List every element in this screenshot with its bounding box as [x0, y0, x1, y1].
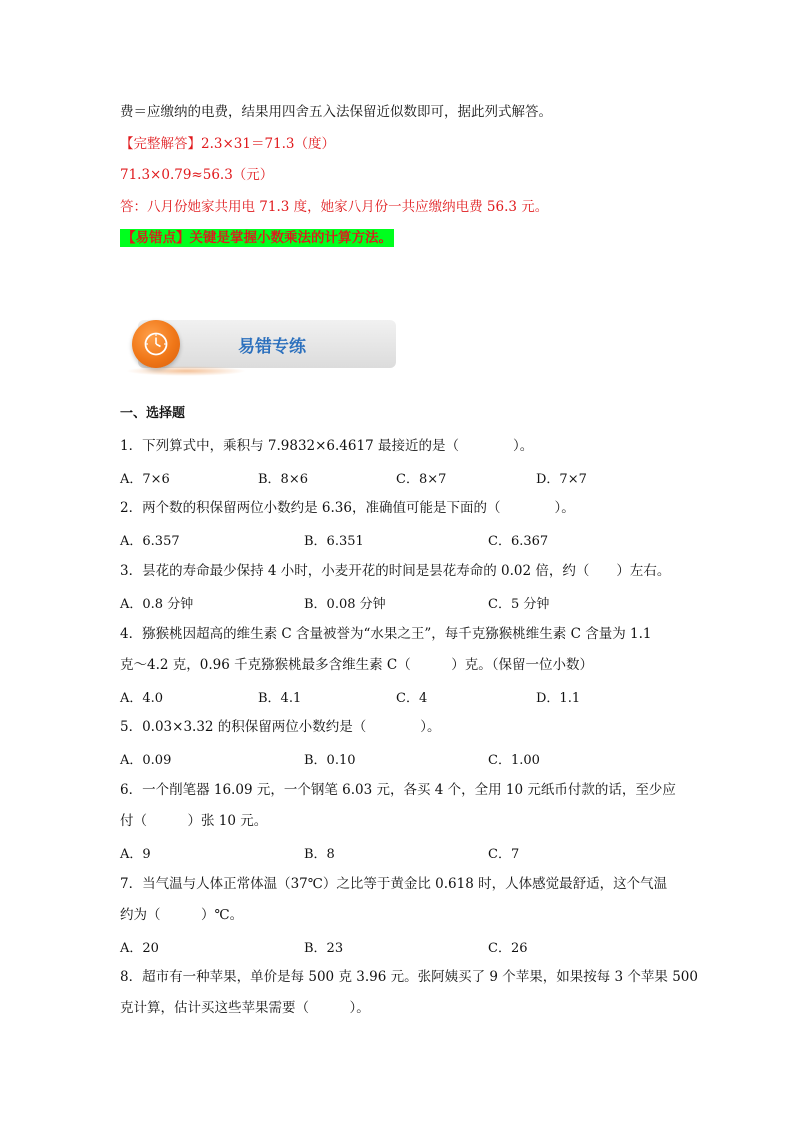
q7-option-b[interactable]: B．23: [304, 941, 344, 956]
question-6: 6．一个削笔器 16.09 元，一个钢笔 6.03 元，各买 4 个，全用 10 元纸币付款的话，至少应: [120, 782, 676, 798]
q6-option-b[interactable]: B．8: [304, 847, 335, 862]
q4-option-c[interactable]: C．4: [396, 691, 428, 706]
q1-option-c[interactable]: C．8×7: [396, 472, 447, 487]
q6-option-a[interactable]: A．9: [120, 847, 151, 862]
clock-icon: [132, 320, 180, 368]
question-4-cont: 克～4.2 克，0.96 千克猕猴桃最多含维生素 C（ ）克。（保留一位小数）: [120, 657, 593, 673]
q3-option-b[interactable]: B．0.08 分钟: [304, 597, 386, 612]
q4-option-d[interactable]: D．1.1: [536, 691, 581, 706]
q3-option-a[interactable]: A．0.8 分钟: [120, 597, 194, 612]
question-7-cont: 约为（ ）℃。: [120, 907, 244, 923]
q7-option-a[interactable]: A．20: [120, 941, 159, 956]
q2-option-c[interactable]: C．6.367: [488, 534, 549, 549]
q5-option-b[interactable]: B．0.10: [304, 753, 356, 768]
question-8-cont: 克计算，估计买这些苹果需要（ ）。: [120, 1000, 370, 1016]
q6-option-c[interactable]: C．7: [488, 847, 520, 862]
answer-label: 【完整解答】: [120, 136, 201, 152]
question-7: 7．当气温与人体正常体温（37℃）之比等于黄金比 0.618 时，人体感觉最舒适，这个气温: [120, 876, 668, 892]
q4-option-a[interactable]: A．4.0: [120, 691, 164, 706]
q5-option-c[interactable]: C．1.00: [488, 753, 540, 768]
q1-option-a[interactable]: A．7×6: [120, 472, 170, 487]
section-banner: [120, 318, 398, 376]
q2-option-b[interactable]: B．6.351: [304, 534, 364, 549]
question-5: 5．0.03×3.32 的积保留两位小数约是（ ）。: [120, 719, 441, 735]
question-2: 2．两个数的积保留两位小数约是 6.36，准确值可能是下面的（ ）。: [120, 500, 575, 516]
explanation-line: 费＝应缴纳的电费，结果用四舍五入法保留近似数即可，据此列式解答。: [120, 104, 552, 120]
pitfall-line: [120, 228, 394, 248]
question-1: 1．下列算式中，乘积与 7.9832×6.4617 最接近的是（ ）。: [120, 438, 534, 454]
answer-conclusion: 答：八月份她家共用电 71.3 度，她家八月份一共应缴纳电费 56.3 元。: [120, 199, 549, 215]
pitfall-highlight: 【易错点】关键是掌握小数乘法的计算方法。: [122, 230, 392, 246]
section-title: 一、选择题: [120, 406, 186, 421]
q7-option-c[interactable]: C．26: [488, 941, 528, 956]
answer-calc-1: 2.3×31＝71.3（度）: [201, 136, 336, 152]
q2-option-a[interactable]: A．6.357: [120, 534, 180, 549]
question-4: 4．猕猴桃因超高的维生素 C 含量被誉为“水果之王”，每千克猕猴桃维生素 C 含量为 1.1: [120, 626, 652, 642]
q5-option-a[interactable]: A．0.09: [120, 753, 172, 768]
question-3: 3．昙花的寿命最少保持 4 小时，小麦开花的时间是昙花寿命的 0.02 倍，约（ ）左右。: [120, 563, 671, 579]
banner-title: 易错专练: [238, 337, 306, 357]
q1-option-b[interactable]: B．8×6: [258, 472, 308, 487]
answer-calc-2: 71.3×0.79≈56.3（元）: [120, 167, 274, 183]
q3-option-c[interactable]: C．5 分钟: [488, 597, 550, 612]
answer-line-1: [120, 134, 335, 154]
q4-option-b[interactable]: B．4.1: [258, 691, 302, 706]
banner-shadow: [126, 366, 246, 376]
question-8: 8．超市有一种苹果，单价是每 500 克 3.96 元。张阿姨买了 9 个苹果，如果按每 3 个苹果 500: [120, 969, 698, 985]
q1-option-d[interactable]: D．7×7: [536, 472, 587, 487]
question-6-cont: 付（ ）张 10 元。: [120, 813, 268, 829]
